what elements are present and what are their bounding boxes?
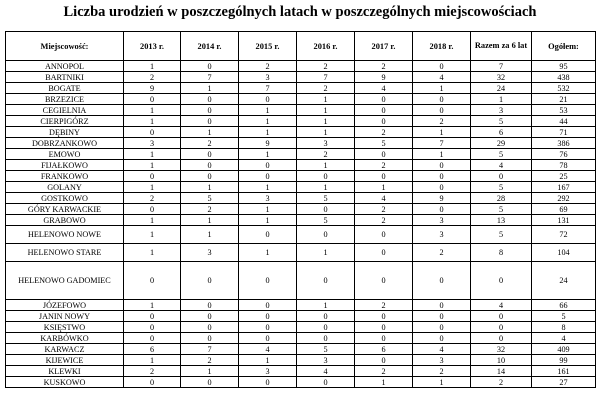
- cell-overall: 25: [532, 171, 596, 182]
- cell-y2017: 0: [355, 171, 413, 182]
- cell-y2018: 2: [413, 116, 471, 127]
- cell-y2018: 3: [413, 226, 471, 244]
- cell-total-6y: 24: [471, 83, 532, 94]
- table-row: [6, 116, 596, 127]
- cell-y2018: 4: [413, 344, 471, 355]
- cell-y2013: 1: [124, 160, 181, 171]
- column-header-2018: 2018 r.: [413, 32, 471, 61]
- cell-total-6y: 32: [471, 72, 532, 83]
- cell-total-6y: 1: [471, 94, 532, 105]
- table-row: [6, 333, 596, 344]
- cell-y2015: 0: [239, 160, 297, 171]
- table-row: [6, 127, 596, 138]
- cell-location: KLEWKI: [6, 366, 124, 377]
- cell-overall: 24: [532, 262, 596, 300]
- column-header-2017: 2017 r.: [355, 32, 413, 61]
- cell-y2015: 1: [239, 116, 297, 127]
- cell-y2017: 1: [355, 182, 413, 193]
- cell-overall: 167: [532, 182, 596, 193]
- cell-location: FRANKOWO: [6, 171, 124, 182]
- cell-y2017: 0: [355, 116, 413, 127]
- cell-y2018: 1: [413, 83, 471, 94]
- cell-y2013: 1: [124, 61, 181, 72]
- cell-y2015: 0: [239, 311, 297, 322]
- table-row: [6, 311, 596, 322]
- cell-location: BARTNIKI: [6, 72, 124, 83]
- cell-y2013: 1: [124, 116, 181, 127]
- cell-y2014: 2: [181, 355, 239, 366]
- cell-overall: 104: [532, 244, 596, 262]
- cell-y2017: 9: [355, 72, 413, 83]
- cell-y2015: 1: [239, 355, 297, 366]
- cell-y2016: 4: [297, 366, 355, 377]
- cell-total-6y: 28: [471, 193, 532, 204]
- cell-location: JÓZEFOWO: [6, 300, 124, 311]
- table-row: [6, 366, 596, 377]
- cell-y2016: 1: [297, 182, 355, 193]
- cell-total-6y: 29: [471, 138, 532, 149]
- table-row: [6, 138, 596, 149]
- cell-y2016: 0: [297, 204, 355, 215]
- cell-y2014: 1: [181, 215, 239, 226]
- cell-y2017: 2: [355, 160, 413, 171]
- cell-y2017: 0: [355, 322, 413, 333]
- cell-y2013: 2: [124, 366, 181, 377]
- cell-y2018: 1: [413, 127, 471, 138]
- cell-y2017: 0: [355, 311, 413, 322]
- column-header-2014: 2014 r.: [181, 32, 239, 61]
- cell-total-6y: 6: [471, 127, 532, 138]
- cell-location: HELENOWO STARE: [6, 244, 124, 262]
- cell-overall: 21: [532, 94, 596, 105]
- cell-total-6y: 7: [471, 61, 532, 72]
- cell-overall: 438: [532, 72, 596, 83]
- cell-y2016: 1: [297, 116, 355, 127]
- cell-total-6y: 0: [471, 262, 532, 300]
- cell-y2015: 0: [239, 226, 297, 244]
- cell-y2013: 0: [124, 171, 181, 182]
- cell-total-6y: 0: [471, 322, 532, 333]
- cell-location: KARBÓWKO: [6, 333, 124, 344]
- cell-overall: 292: [532, 193, 596, 204]
- cell-y2013: 0: [124, 322, 181, 333]
- cell-location: HELENOWO GADOMIEC: [6, 262, 124, 300]
- cell-y2014: 3: [181, 244, 239, 262]
- cell-location: KUSKOWO: [6, 377, 124, 388]
- cell-y2014: 0: [181, 262, 239, 300]
- cell-location: ANNOPOL: [6, 61, 124, 72]
- cell-overall: 78: [532, 160, 596, 171]
- cell-y2013: 2: [124, 72, 181, 83]
- cell-y2015: 1: [239, 149, 297, 160]
- cell-y2015: 0: [239, 262, 297, 300]
- cell-y2016: 3: [297, 355, 355, 366]
- cell-y2014: 0: [181, 377, 239, 388]
- column-header-2016: 2016 r.: [297, 32, 355, 61]
- cell-y2013: 1: [124, 244, 181, 262]
- cell-overall: 27: [532, 377, 596, 388]
- cell-y2017: 0: [355, 333, 413, 344]
- column-header-2015: 2015 r.: [239, 32, 297, 61]
- cell-y2017: 5: [355, 138, 413, 149]
- cell-y2018: 2: [413, 244, 471, 262]
- table-row: [6, 193, 596, 204]
- cell-y2014: 0: [181, 171, 239, 182]
- cell-overall: 44: [532, 116, 596, 127]
- cell-y2014: 5: [181, 193, 239, 204]
- cell-y2014: 1: [181, 226, 239, 244]
- cell-y2015: 0: [239, 333, 297, 344]
- cell-y2018: 0: [413, 300, 471, 311]
- cell-y2018: 7: [413, 138, 471, 149]
- cell-y2015: 0: [239, 94, 297, 105]
- cell-y2017: 2: [355, 366, 413, 377]
- cell-y2014: 0: [181, 322, 239, 333]
- cell-y2018: 0: [413, 262, 471, 300]
- cell-total-6y: 0: [471, 171, 532, 182]
- cell-y2018: 0: [413, 333, 471, 344]
- cell-y2013: 1: [124, 355, 181, 366]
- table-row: [6, 182, 596, 193]
- cell-y2013: 0: [124, 127, 181, 138]
- cell-y2017: 2: [355, 61, 413, 72]
- table-row: [6, 204, 596, 215]
- cell-total-6y: 13: [471, 215, 532, 226]
- table-row: [6, 244, 596, 262]
- cell-y2016: 5: [297, 215, 355, 226]
- cell-total-6y: 0: [471, 311, 532, 322]
- cell-y2013: 3: [124, 138, 181, 149]
- cell-y2018: 4: [413, 72, 471, 83]
- cell-y2014: 0: [181, 311, 239, 322]
- table-row: [6, 94, 596, 105]
- cell-y2013: 1: [124, 226, 181, 244]
- cell-y2016: 2: [297, 83, 355, 94]
- cell-total-6y: 8: [471, 244, 532, 262]
- cell-location: EMOWO: [6, 149, 124, 160]
- cell-y2017: 0: [355, 226, 413, 244]
- cell-y2016: 1: [297, 160, 355, 171]
- cell-total-6y: 5: [471, 204, 532, 215]
- cell-location: GRABOWO: [6, 215, 124, 226]
- cell-y2017: 2: [355, 204, 413, 215]
- cell-total-6y: 4: [471, 160, 532, 171]
- table-row: [6, 215, 596, 226]
- cell-overall: 72: [532, 226, 596, 244]
- cell-y2013: 1: [124, 105, 181, 116]
- cell-y2013: 9: [124, 83, 181, 94]
- cell-y2018: 0: [413, 311, 471, 322]
- cell-y2013: 1: [124, 215, 181, 226]
- cell-y2016: 3: [297, 138, 355, 149]
- cell-y2018: 0: [413, 322, 471, 333]
- cell-y2016: 1: [297, 105, 355, 116]
- table-row: [6, 171, 596, 182]
- column-header-location: Miejscowość:: [6, 32, 124, 61]
- cell-y2017: 2: [355, 127, 413, 138]
- cell-y2014: 0: [181, 61, 239, 72]
- cell-y2017: 0: [355, 355, 413, 366]
- cell-location: CEGIELNIA: [6, 105, 124, 116]
- cell-total-6y: 5: [471, 182, 532, 193]
- cell-y2015: 7: [239, 83, 297, 94]
- cell-y2017: 0: [355, 94, 413, 105]
- cell-location: BOGATE: [6, 83, 124, 94]
- cell-y2013: 0: [124, 204, 181, 215]
- cell-y2015: 9: [239, 138, 297, 149]
- cell-y2014: 0: [181, 105, 239, 116]
- cell-location: GOSTKOWO: [6, 193, 124, 204]
- cell-y2016: 5: [297, 193, 355, 204]
- cell-location: JANIN NOWY: [6, 311, 124, 322]
- cell-y2018: 0: [413, 94, 471, 105]
- table-row: [6, 160, 596, 171]
- cell-y2018: 9: [413, 193, 471, 204]
- cell-y2014: 1: [181, 83, 239, 94]
- cell-y2018: 1: [413, 377, 471, 388]
- cell-y2016: 2: [297, 61, 355, 72]
- cell-location: HELENOWO NOWE: [6, 226, 124, 244]
- cell-y2018: 0: [413, 61, 471, 72]
- cell-overall: 95: [532, 61, 596, 72]
- cell-total-6y: 5: [471, 116, 532, 127]
- cell-y2016: 0: [297, 311, 355, 322]
- cell-y2016: 0: [297, 322, 355, 333]
- table-row: [6, 355, 596, 366]
- cell-y2013: 0: [124, 262, 181, 300]
- cell-overall: 69: [532, 204, 596, 215]
- cell-location: BRZEZICE: [6, 94, 124, 105]
- table-row: [6, 83, 596, 94]
- cell-y2013: 1: [124, 149, 181, 160]
- cell-location: KIJEWICE: [6, 355, 124, 366]
- cell-y2014: 2: [181, 204, 239, 215]
- cell-y2014: 1: [181, 366, 239, 377]
- cell-y2015: 0: [239, 300, 297, 311]
- cell-y2017: 2: [355, 300, 413, 311]
- cell-total-6y: 5: [471, 149, 532, 160]
- cell-location: DĘBINY: [6, 127, 124, 138]
- cell-y2014: 2: [181, 138, 239, 149]
- cell-y2016: 1: [297, 127, 355, 138]
- cell-y2013: 0: [124, 377, 181, 388]
- cell-y2017: 4: [355, 193, 413, 204]
- cell-y2014: 0: [181, 116, 239, 127]
- cell-y2015: 3: [239, 366, 297, 377]
- table-row: [6, 377, 596, 388]
- cell-y2015: 1: [239, 182, 297, 193]
- cell-y2018: 0: [413, 182, 471, 193]
- cell-location: KARWACZ: [6, 344, 124, 355]
- cell-y2014: 0: [181, 94, 239, 105]
- cell-y2013: 2: [124, 193, 181, 204]
- table-row: [6, 149, 596, 160]
- document-title: Liczba urodzień w poszczególnych latach w poszczególnych miejscowościach: [63, 4, 537, 20]
- cell-y2016: 1: [297, 94, 355, 105]
- table-body: [6, 61, 596, 388]
- cell-overall: 386: [532, 138, 596, 149]
- cell-total-6y: 5: [471, 226, 532, 244]
- cell-location: DOBRZANKOWO: [6, 138, 124, 149]
- cell-y2013: 1: [124, 300, 181, 311]
- table-row: [6, 322, 596, 333]
- cell-total-6y: 14: [471, 366, 532, 377]
- cell-y2018: 0: [413, 171, 471, 182]
- cell-overall: 8: [532, 322, 596, 333]
- cell-y2015: 3: [239, 72, 297, 83]
- cell-y2017: 2: [355, 215, 413, 226]
- cell-y2015: 4: [239, 344, 297, 355]
- cell-total-6y: 32: [471, 344, 532, 355]
- cell-y2015: 0: [239, 171, 297, 182]
- cell-y2015: 0: [239, 322, 297, 333]
- cell-y2013: 0: [124, 311, 181, 322]
- cell-overall: 532: [532, 83, 596, 94]
- table-row: [6, 262, 596, 300]
- cell-y2017: 6: [355, 344, 413, 355]
- table-header-row: [6, 32, 596, 61]
- births-table: [5, 31, 596, 388]
- cell-y2018: 3: [413, 355, 471, 366]
- table-row: [6, 344, 596, 355]
- cell-total-6y: 2: [471, 377, 532, 388]
- cell-y2014: 1: [181, 182, 239, 193]
- cell-overall: 409: [532, 344, 596, 355]
- cell-y2015: 2: [239, 61, 297, 72]
- cell-location: GÓRY KARWACKIE: [6, 204, 124, 215]
- cell-y2017: 1: [355, 377, 413, 388]
- cell-y2018: 1: [413, 149, 471, 160]
- table-row: [6, 61, 596, 72]
- cell-y2016: 0: [297, 333, 355, 344]
- cell-overall: 4: [532, 333, 596, 344]
- cell-y2014: 7: [181, 72, 239, 83]
- cell-overall: 5: [532, 311, 596, 322]
- cell-y2015: 1: [239, 244, 297, 262]
- cell-y2018: 0: [413, 105, 471, 116]
- cell-y2015: 0: [239, 377, 297, 388]
- cell-y2018: 2: [413, 366, 471, 377]
- cell-y2016: 2: [297, 149, 355, 160]
- cell-y2014: 0: [181, 160, 239, 171]
- cell-overall: 71: [532, 127, 596, 138]
- cell-y2018: 0: [413, 204, 471, 215]
- cell-y2017: 0: [355, 105, 413, 116]
- cell-total-6y: 4: [471, 300, 532, 311]
- cell-y2015: 1: [239, 127, 297, 138]
- cell-overall: 131: [532, 215, 596, 226]
- cell-y2015: 3: [239, 193, 297, 204]
- cell-y2017: 0: [355, 262, 413, 300]
- cell-location: GOLANY: [6, 182, 124, 193]
- cell-y2016: 1: [297, 244, 355, 262]
- cell-y2016: 5: [297, 344, 355, 355]
- cell-y2016: 0: [297, 171, 355, 182]
- table-row: [6, 300, 596, 311]
- cell-total-6y: 0: [471, 333, 532, 344]
- cell-location: CIERPIGÓRZ: [6, 116, 124, 127]
- cell-y2016: 7: [297, 72, 355, 83]
- column-header-2013: 2013 r.: [124, 32, 181, 61]
- cell-y2015: 1: [239, 204, 297, 215]
- cell-y2013: 1: [124, 182, 181, 193]
- cell-y2018: 0: [413, 160, 471, 171]
- cell-location: KSIĘSTWO: [6, 322, 124, 333]
- cell-overall: 66: [532, 300, 596, 311]
- table-row: [6, 226, 596, 244]
- cell-y2015: 1: [239, 105, 297, 116]
- cell-y2015: 1: [239, 215, 297, 226]
- cell-total-6y: 3: [471, 105, 532, 116]
- cell-y2017: 0: [355, 244, 413, 262]
- cell-overall: 161: [532, 366, 596, 377]
- cell-location: FIJAŁKOWO: [6, 160, 124, 171]
- table-row: [6, 105, 596, 116]
- column-header-overall: Ogółem:: [532, 32, 596, 61]
- cell-overall: 76: [532, 149, 596, 160]
- cell-y2014: 0: [181, 300, 239, 311]
- cell-y2016: 0: [297, 226, 355, 244]
- cell-y2014: 0: [181, 333, 239, 344]
- cell-overall: 53: [532, 105, 596, 116]
- column-header-six-year-total: Razem za 6 lat: [471, 32, 532, 61]
- cell-y2016: 1: [297, 300, 355, 311]
- cell-total-6y: 10: [471, 355, 532, 366]
- cell-y2014: 1: [181, 127, 239, 138]
- cell-y2016: 0: [297, 377, 355, 388]
- cell-y2013: 6: [124, 344, 181, 355]
- cell-y2014: 0: [181, 149, 239, 160]
- cell-overall: 99: [532, 355, 596, 366]
- cell-y2017: 0: [355, 149, 413, 160]
- table-row: [6, 72, 596, 83]
- cell-y2018: 3: [413, 215, 471, 226]
- cell-y2017: 4: [355, 83, 413, 94]
- cell-y2014: 7: [181, 344, 239, 355]
- cell-y2013: 0: [124, 333, 181, 344]
- cell-y2016: 0: [297, 262, 355, 300]
- cell-y2013: 0: [124, 94, 181, 105]
